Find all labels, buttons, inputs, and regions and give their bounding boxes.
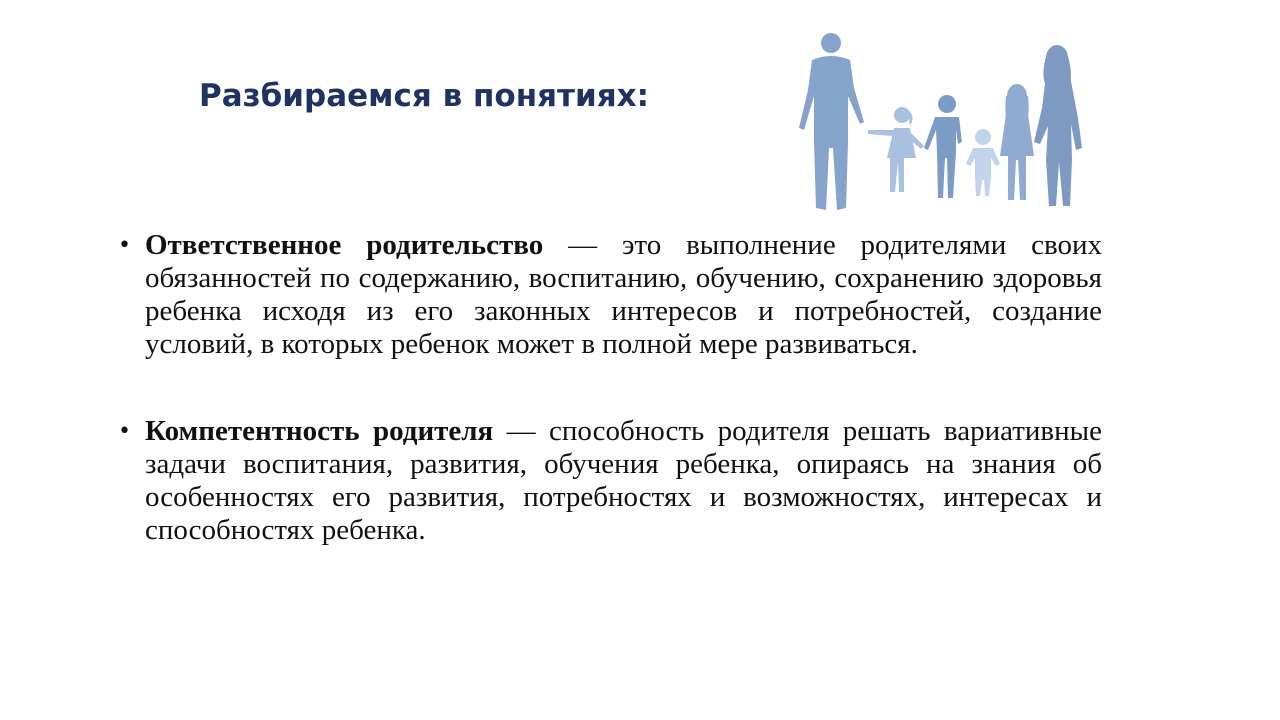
- girl-figure: [868, 107, 924, 192]
- father-figure: [799, 33, 864, 210]
- list-item: [118, 229, 1102, 361]
- definition-parent-competence: — способность родителя решать вариативные задачи воспитания, развития, обучения ребенка, опираясь на знания об особенностях его развития, потребностях и возможностях, интересах и способностях ребенка.: [145, 415, 1102, 546]
- family-silhouette-icon: [790, 30, 1090, 220]
- mother-figure: [1034, 45, 1082, 206]
- bullet-marker: •: [118, 419, 131, 444]
- slide-title: Разбираемся в понятиях:: [199, 78, 649, 114]
- older-girl-figure: [1000, 84, 1034, 200]
- definition-responsible-parenting: — это выполнение родителями своих обязанностей по содержанию, воспитанию, обучению, сохранению здоровья ребенка исходя из его законных интересов и потребностей, создание условий, в которых ребенок может в полной мере развиваться.: [145, 229, 1102, 360]
- definition-list: [118, 229, 1102, 547]
- toddler-figure: [966, 129, 1000, 196]
- boy-figure: [924, 95, 962, 198]
- term-parent-competence: Компетентность родителя: [145, 415, 494, 447]
- term-responsible-parenting: Ответственное родительство: [145, 229, 544, 261]
- bullet-marker: •: [118, 233, 131, 258]
- list-item: [118, 415, 1102, 547]
